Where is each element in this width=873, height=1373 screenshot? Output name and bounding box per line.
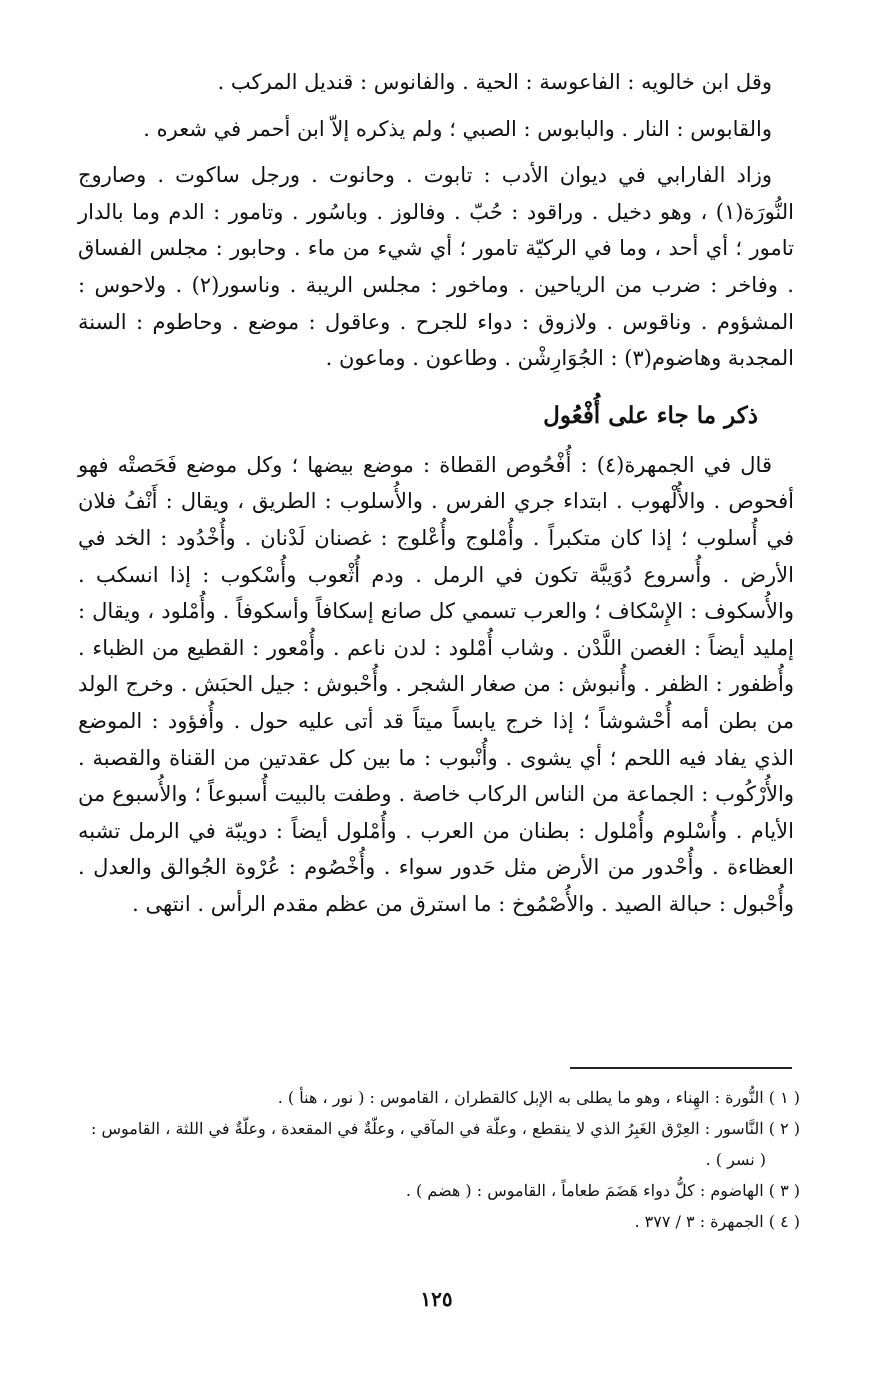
- main-text: [78, 64, 794, 922]
- page-number: ١٢٥: [420, 1287, 453, 1311]
- footnotes: [62, 1082, 800, 1237]
- footnote: ( ٢ ) النَّاسور : العِرْق الغَبِرُ الذي لا ينقطع ، وعلّة في المآقي ، وعلّةٌ في المقعدة ، وعلّةٌ في اللثة ، القاموس :: [90, 1119, 800, 1138]
- paragraph: قال في الجمهرة(٤) : أُفْحُوص القطاة : موضع بيضها ؛ وكل موضع فَحَصتْه فهو أفحوص . والأُلْهوب . ابتداء جري الفرس . والأُسلوب : الطريق ، ويقال : أَنْفُ فلان في أُسلوب ؛ إذا كان متكبراً . وأُمْلوج وأُعْلوج : غصنان لَدْنان . وأُخْدُود : الخد في الأرض . وأُسروع دُوَيبَّة تكون في الرمل . ودم أُثْعوب وأُسْكوب : إذا انسكب . والأُسكوف : الإِسْكاف ؛ والعرب تسمي كل صانع إسكافاً وأسكوفاً . وأُمْلود ، ويقال : إمليد أيضاً : الغصن اللَّدْن . وشاب أُمْلود : لدن ناعم . وأُمْعور : القطيع من الظباء . وأُظفور : الظفر . وأُنبوش : من صغار الشجر . وأُحْبوش : جيل الحبَش . وخرج الولد من بطن أمه أُحْشوشاً ؛ إذا خرج يابساً ميتاً قد أتى عليه حول . وأُفؤود : الموضع الذي يفاد فيه اللحم ؛ أي يشوى . وأُنْبوب : ما بين كل عقدتين من القناة والقصبة . والأُرْكُوب : الجماعة من الناس الركاب خاصة . وطفت بالبيت أُسبوعاً ؛ والأُسبوع من الأيام . وأُسْلوم وأُمْلول : بطنان من العرب . وأُمْلول أيضاً : دويبّة في الرمل تشبه العظاءة . وأُحْدور من الأرض مثل حَدور سواء . وأُخْصُوم : عُرْوة الجُوالق والعدل . وأُحْبول : حبالة الصيد . والأُصْمُوخ : ما استرق من عظم مقدم الرأس . انتهى .: [78, 452, 794, 916]
- footnote-separator: [570, 1067, 792, 1069]
- paragraph: وقل ابن خالويه : الفاعوسة : الحية . والفانوس : قنديل المركب .: [217, 70, 772, 94]
- footnote: ( ٤ ) الجمهرة : ٣ / ٣٧٧ .: [634, 1212, 800, 1231]
- footnote-continuation: ( نسر ) .: [705, 1150, 766, 1169]
- paragraph: والقابوس : النار . والبابوس : الصبي ؛ ولم يذكره إلاّ ابن أحمر في شعره .: [143, 116, 772, 141]
- section-heading: ذكر ما جاء على أُفْعُول: [543, 401, 758, 429]
- footnote: ( ٣ ) الهاضوم : كلُّ دواء هَضَمَ طعاماً ، القاموس : ( هضم ) .: [405, 1181, 800, 1200]
- footnote: ( ١ ) النُّورة : الهِناء ، وهو ما يطلى به الإبل كالقطران ، القاموس : ( نور ، هنأ ) .: [277, 1088, 800, 1107]
- paragraph: وزاد الفارابي في ديوان الأدب : تابوت . وحانوت . ورجل ساكوت . وصاروج النُّورَة(١) ، وهو دخيل . وراقود : حُبّ . وفالوز . وباسُور . وتامور : الدم وما بالدار تامور ؛ أي أحد ، وما في الركيّة تامور ؛ أي شيء من ماء . وحابور : مجلس الفساق . وفاخر : ضرب من الرياحين . وماخور : مجلس الريبة . وناسور(٢) . ولاحوس : المشؤوم . وناقوس . ولازوق : دواء للجرح . وعاقول : موضع . وحاطوم : السنة المجدبة وهاضوم(٣) : الجُوَارِشْن . وطاعون . وماعون .: [78, 163, 794, 371]
